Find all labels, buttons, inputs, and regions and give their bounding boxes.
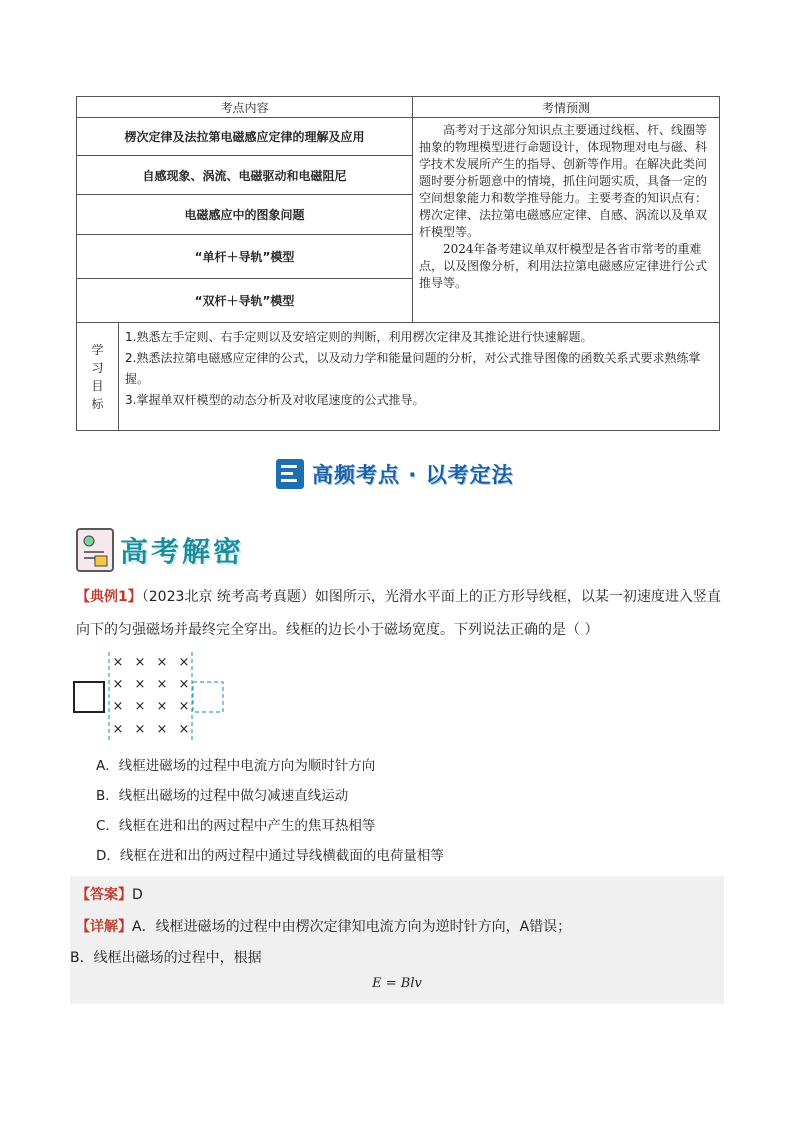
example-question bbox=[76, 586, 736, 608]
topic-row: 楞次定律及法拉第电磁感应定律的理解及应用 bbox=[77, 118, 413, 156]
field-cross: × bbox=[156, 722, 168, 737]
option-c: C．线框在进和出的两过程中产生的焦耳热相等 bbox=[96, 818, 376, 834]
field-cross: × bbox=[178, 722, 190, 737]
field-cross: × bbox=[134, 655, 146, 670]
field-cross: × bbox=[156, 655, 168, 670]
field-cross: × bbox=[178, 677, 190, 692]
answer-value: D bbox=[132, 887, 143, 903]
example-line-2: 向下的匀强磁场并最终完全穿出。线框的边长小于磁场宽度。下列说法正确的是（ ） bbox=[76, 622, 599, 638]
topic-row: 自感现象、涡流、电磁驱动和电磁阻尼 bbox=[77, 156, 413, 195]
detail-b-text: B．线框出磁场的过程中，根据 bbox=[70, 950, 262, 966]
field-cross: × bbox=[134, 677, 146, 692]
field-cross: × bbox=[134, 699, 146, 714]
forecast-cell bbox=[413, 118, 720, 323]
option-a: A．线框进磁场的过程中电流方向为顺时针方向 bbox=[96, 758, 376, 774]
answer-line bbox=[76, 884, 143, 904]
field-cross: × bbox=[156, 699, 168, 714]
field-cross: × bbox=[178, 699, 190, 714]
goal-item: 2.熟悉法拉第电磁感应定律的公式，以及动力学和能量问题的分析，对公式推导图像的函数关系式要求熟练掌握。 bbox=[125, 351, 701, 386]
table-header-topic: 考点内容 bbox=[77, 97, 413, 118]
answer-tag: 【答案】 bbox=[76, 887, 132, 903]
exam-decode-title: 高考解密 bbox=[120, 535, 245, 568]
topic-row: “单杆＋导轨”模型 bbox=[77, 235, 413, 279]
topic-row: “双杆＋导轨”模型 bbox=[77, 279, 413, 323]
field-cross: × bbox=[112, 699, 124, 714]
forecast-paragraph-1: 高考对于这部分知识点主要通过线框、杆、线圈等抽象的物理模型进行命题设计，体现物理对电与磁、科学技术发展所产生的指导、创新等作用。在解决此类问题时要分析题意中的情境，抓住问题实质，具备一定的空间想象能力和数学推导能力。主要考查的知识点有：楞次定律、法拉第电磁感应定律、自感、涡流以及单双杆模型等。 bbox=[419, 123, 708, 239]
field-cross: × bbox=[178, 655, 190, 670]
detail-line-a bbox=[76, 916, 571, 936]
detail-tag: 【详解】 bbox=[76, 919, 132, 935]
answer-options bbox=[96, 751, 696, 871]
field-cross: × bbox=[134, 722, 146, 737]
detail-a-text: A．线框进磁场的过程中由楞次定律知电流方向为逆时针方向，A错误； bbox=[132, 919, 572, 935]
topic-row: 电磁感应中的图象问题 bbox=[77, 195, 413, 235]
exam-topic-table bbox=[76, 96, 720, 431]
goal-item: 3.掌握单双杆模型的动态分析及对收尾速度的公式推导。 bbox=[125, 393, 425, 407]
exam-decode-heading bbox=[76, 525, 276, 575]
square-coil bbox=[74, 682, 104, 712]
example-line-1: （2023北京 统考高考真题）如图所示，光滑水平面上的正方形导线框，以某一初速度进入竖直 bbox=[141, 589, 721, 605]
table-header-forecast: 考情预测 bbox=[413, 97, 720, 118]
field-cross: × bbox=[112, 655, 124, 670]
field-cross: × bbox=[112, 677, 124, 692]
goal-item: 1.熟悉左手定则、右手定则以及安培定则的判断，利用楞次定律及其推论进行快速解题。 bbox=[125, 330, 593, 344]
magnetic-field-diagram bbox=[70, 648, 240, 748]
forecast-paragraph-2: 2024年备考建议单双杆模型是各省市常考的重难点，以及图像分析，利用法拉第电磁感应定律进行公式推导等。 bbox=[419, 242, 708, 290]
learning-goals-label: 学 习 目 标 bbox=[77, 323, 119, 431]
emf-formula: E = Blv bbox=[372, 976, 422, 991]
field-cross: × bbox=[156, 677, 168, 692]
learning-goals-cell bbox=[119, 323, 720, 431]
example-tag: 【典例1】 bbox=[76, 589, 142, 605]
section-banner-title: 高频考点 · 以考定法 bbox=[312, 463, 514, 487]
coil-exit-position bbox=[193, 682, 223, 712]
option-d: D．线框在进和出的两过程中通过导线横截面的电荷量相等 bbox=[96, 848, 444, 864]
option-b: B．线框出磁场的过程中做匀减速直线运动 bbox=[96, 788, 349, 804]
field-cross: × bbox=[112, 722, 124, 737]
document-lock-icon bbox=[76, 528, 114, 572]
section-banner bbox=[276, 455, 526, 493]
checklist-icon bbox=[276, 459, 304, 489]
